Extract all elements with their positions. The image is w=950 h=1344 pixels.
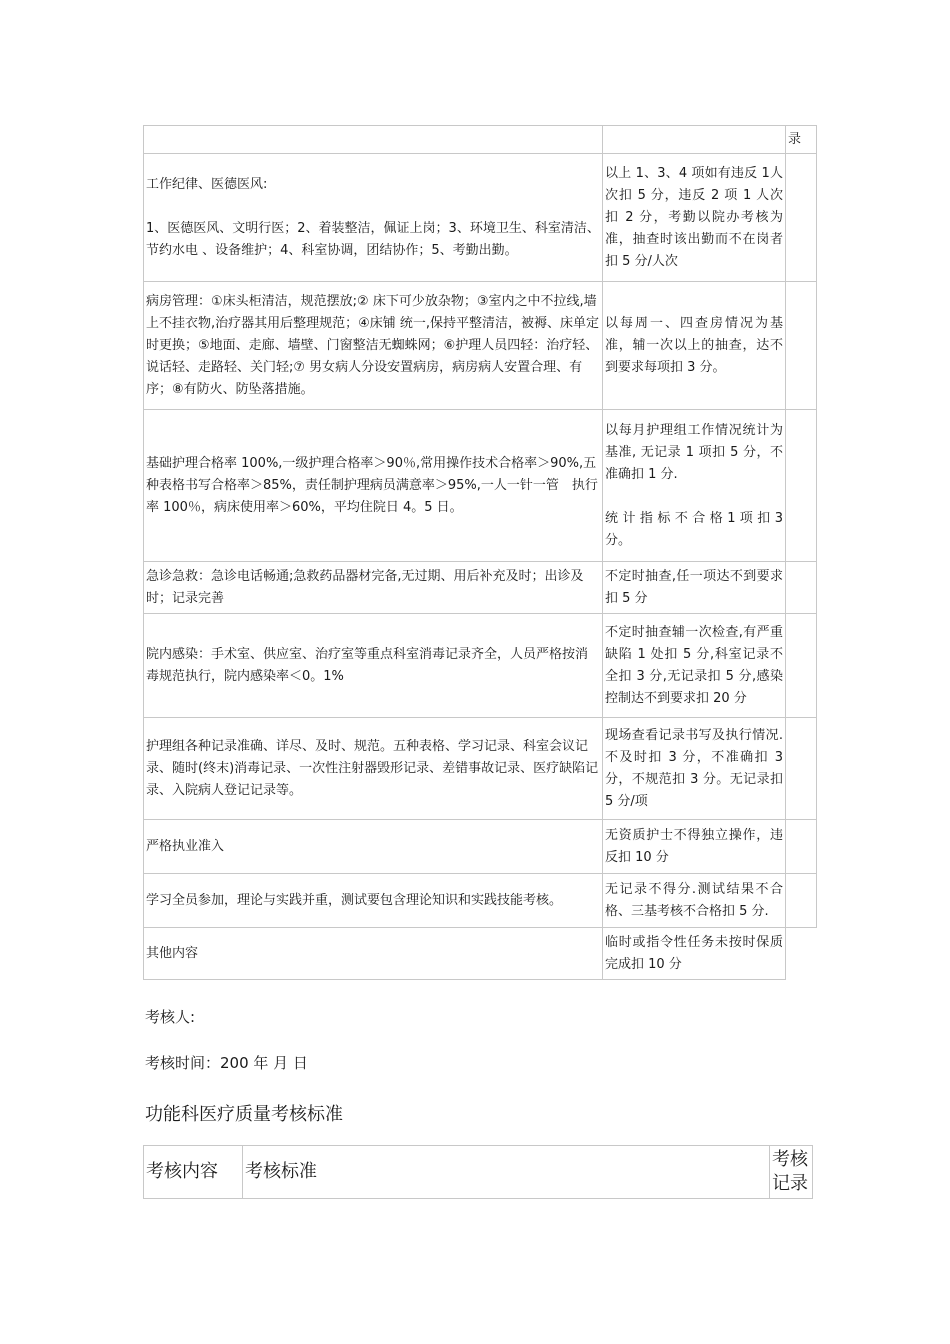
row-standard: 不定时抽查,任一项达不到要求扣 5 分 bbox=[603, 562, 786, 614]
row-content: 工作纪律、医德医风: 1、医德医风、文明行医；2、着装整洁，佩证上岗；3、环境卫生、科室清洁、节约水电 、设备维护；4、科室协调，团结协作；5、考勤出勤。 bbox=[144, 154, 603, 282]
header-cell-standard bbox=[603, 126, 786, 154]
header-table-row bbox=[144, 1146, 813, 1199]
header-cell-record: 录 bbox=[786, 126, 817, 154]
section-title: 功能科医疗质量考核标准 bbox=[145, 1104, 343, 1125]
row-standard: 临时或指令性任务未按时保质完成扣 10 分 bbox=[603, 928, 786, 980]
row-content: 基础护理合格率 100%,一级护理合格率＞90％,常用操作技术合格率＞90%,五种表格书写合格率＞85%，责任制护理病员满意率＞95%,一人一针一管 执行率 100％，病床使用率＞60%，平均住院日 4。5 日。 bbox=[144, 410, 603, 562]
header-col-content: 考核内容 bbox=[144, 1146, 243, 1199]
table-row bbox=[144, 614, 817, 718]
row-content: 护理组各种记录准确、详尽、及时、规范。五种表格、学习记录、科室会议记录、随时(终末)消毒记录、一次性注射器毁形记录、差错事故记录、医疗缺陷记录、入院病人登记记录等。 bbox=[144, 718, 603, 820]
header-table bbox=[143, 1145, 813, 1199]
table-row bbox=[144, 718, 817, 820]
row-content: 其他内容 bbox=[144, 928, 603, 980]
row-record bbox=[786, 410, 817, 562]
row-record bbox=[786, 614, 817, 718]
row-record bbox=[786, 820, 817, 874]
signer-label: 考核人: bbox=[145, 1008, 196, 1026]
exam-time: 考核时间：200 年 月 日 bbox=[145, 1054, 308, 1072]
table-row bbox=[144, 928, 817, 980]
table-header-row bbox=[144, 126, 817, 154]
header-col-record: 考核记录 bbox=[770, 1146, 813, 1199]
row-record bbox=[786, 718, 817, 820]
row-record bbox=[786, 282, 817, 410]
table-row bbox=[144, 562, 817, 614]
row-content: 病房管理：①床头柜清洁，规范摆放;② 床下可少放杂物；③室内之中不拉线,墙上不挂衣物,治疗器其用后整理规范；④床铺 统一,保持平整清洁，被褥、床单定时更换；⑤地面、走廊、墙壁、门窗整洁无蜘蛛网；⑥护理人员四轻：治疗轻、说话轻、走路轻、关门轻;⑦ 男女病人分设安置病房，病房病人安置合理、有序；⑧有防火、防坠落措施。 bbox=[144, 282, 603, 410]
row-standard: 以每月护理组工作情况统计为基准, 无记录 1 项扣 5 分，不准确扣 1 分. 统 计 指 标 不 合 格 1 项 扣 3分。 bbox=[603, 410, 786, 562]
row-standard: 不定时抽查辅一次检查,有严重缺陷 1 处扣 5 分,科室记录不全扣 3 分,无记录扣 5 分,感染控制达不到要求扣 20 分 bbox=[603, 614, 786, 718]
table-row bbox=[144, 820, 817, 874]
table-row bbox=[144, 154, 817, 282]
row-record bbox=[786, 874, 817, 928]
assessment-table bbox=[143, 125, 817, 980]
table-row bbox=[144, 282, 817, 410]
row-standard: 无资质护士不得独立操作，违反扣 10 分 bbox=[603, 820, 786, 874]
row-standard: 以每周一、四查房情况为基准，辅一次以上的抽查，达不到要求每项扣 3 分。 bbox=[603, 282, 786, 410]
row-record bbox=[786, 928, 817, 980]
row-standard: 以上 1、3、4 项如有违反 1人次扣 5 分，违反 2 项 1 人次扣 2 分，考勤以院办考核为准，抽查时该出勤而不在岗者扣 5 分/人次 bbox=[603, 154, 786, 282]
row-record bbox=[786, 154, 817, 282]
row-content: 学习全员参加，理论与实践并重，测试要包含理论知识和实践技能考核。 bbox=[144, 874, 603, 928]
header-cell-content bbox=[144, 126, 603, 154]
row-content: 院内感染：手术室、供应室、治疗室等重点科室消毒记录齐全，人员严格按消毒规范执行，院内感染率＜0。1% bbox=[144, 614, 603, 718]
row-content: 严格执业准入 bbox=[144, 820, 603, 874]
row-standard: 无记录不得分.测试结果不合格、三基考核不合格扣 5 分. bbox=[603, 874, 786, 928]
table-row bbox=[144, 874, 817, 928]
table-row bbox=[144, 410, 817, 562]
row-content: 急诊急救：急诊电话畅通;急救药品器材完备,无过期、用后补充及时；出诊及时；记录完善 bbox=[144, 562, 603, 614]
row-record bbox=[786, 562, 817, 614]
row-standard: 现场查看记录书写及执行情况.不及时扣 3 分，不准确扣 3 分，不规范扣 3 分。无记录扣 5 分/项 bbox=[603, 718, 786, 820]
header-col-standard: 考核标准 bbox=[243, 1146, 770, 1199]
